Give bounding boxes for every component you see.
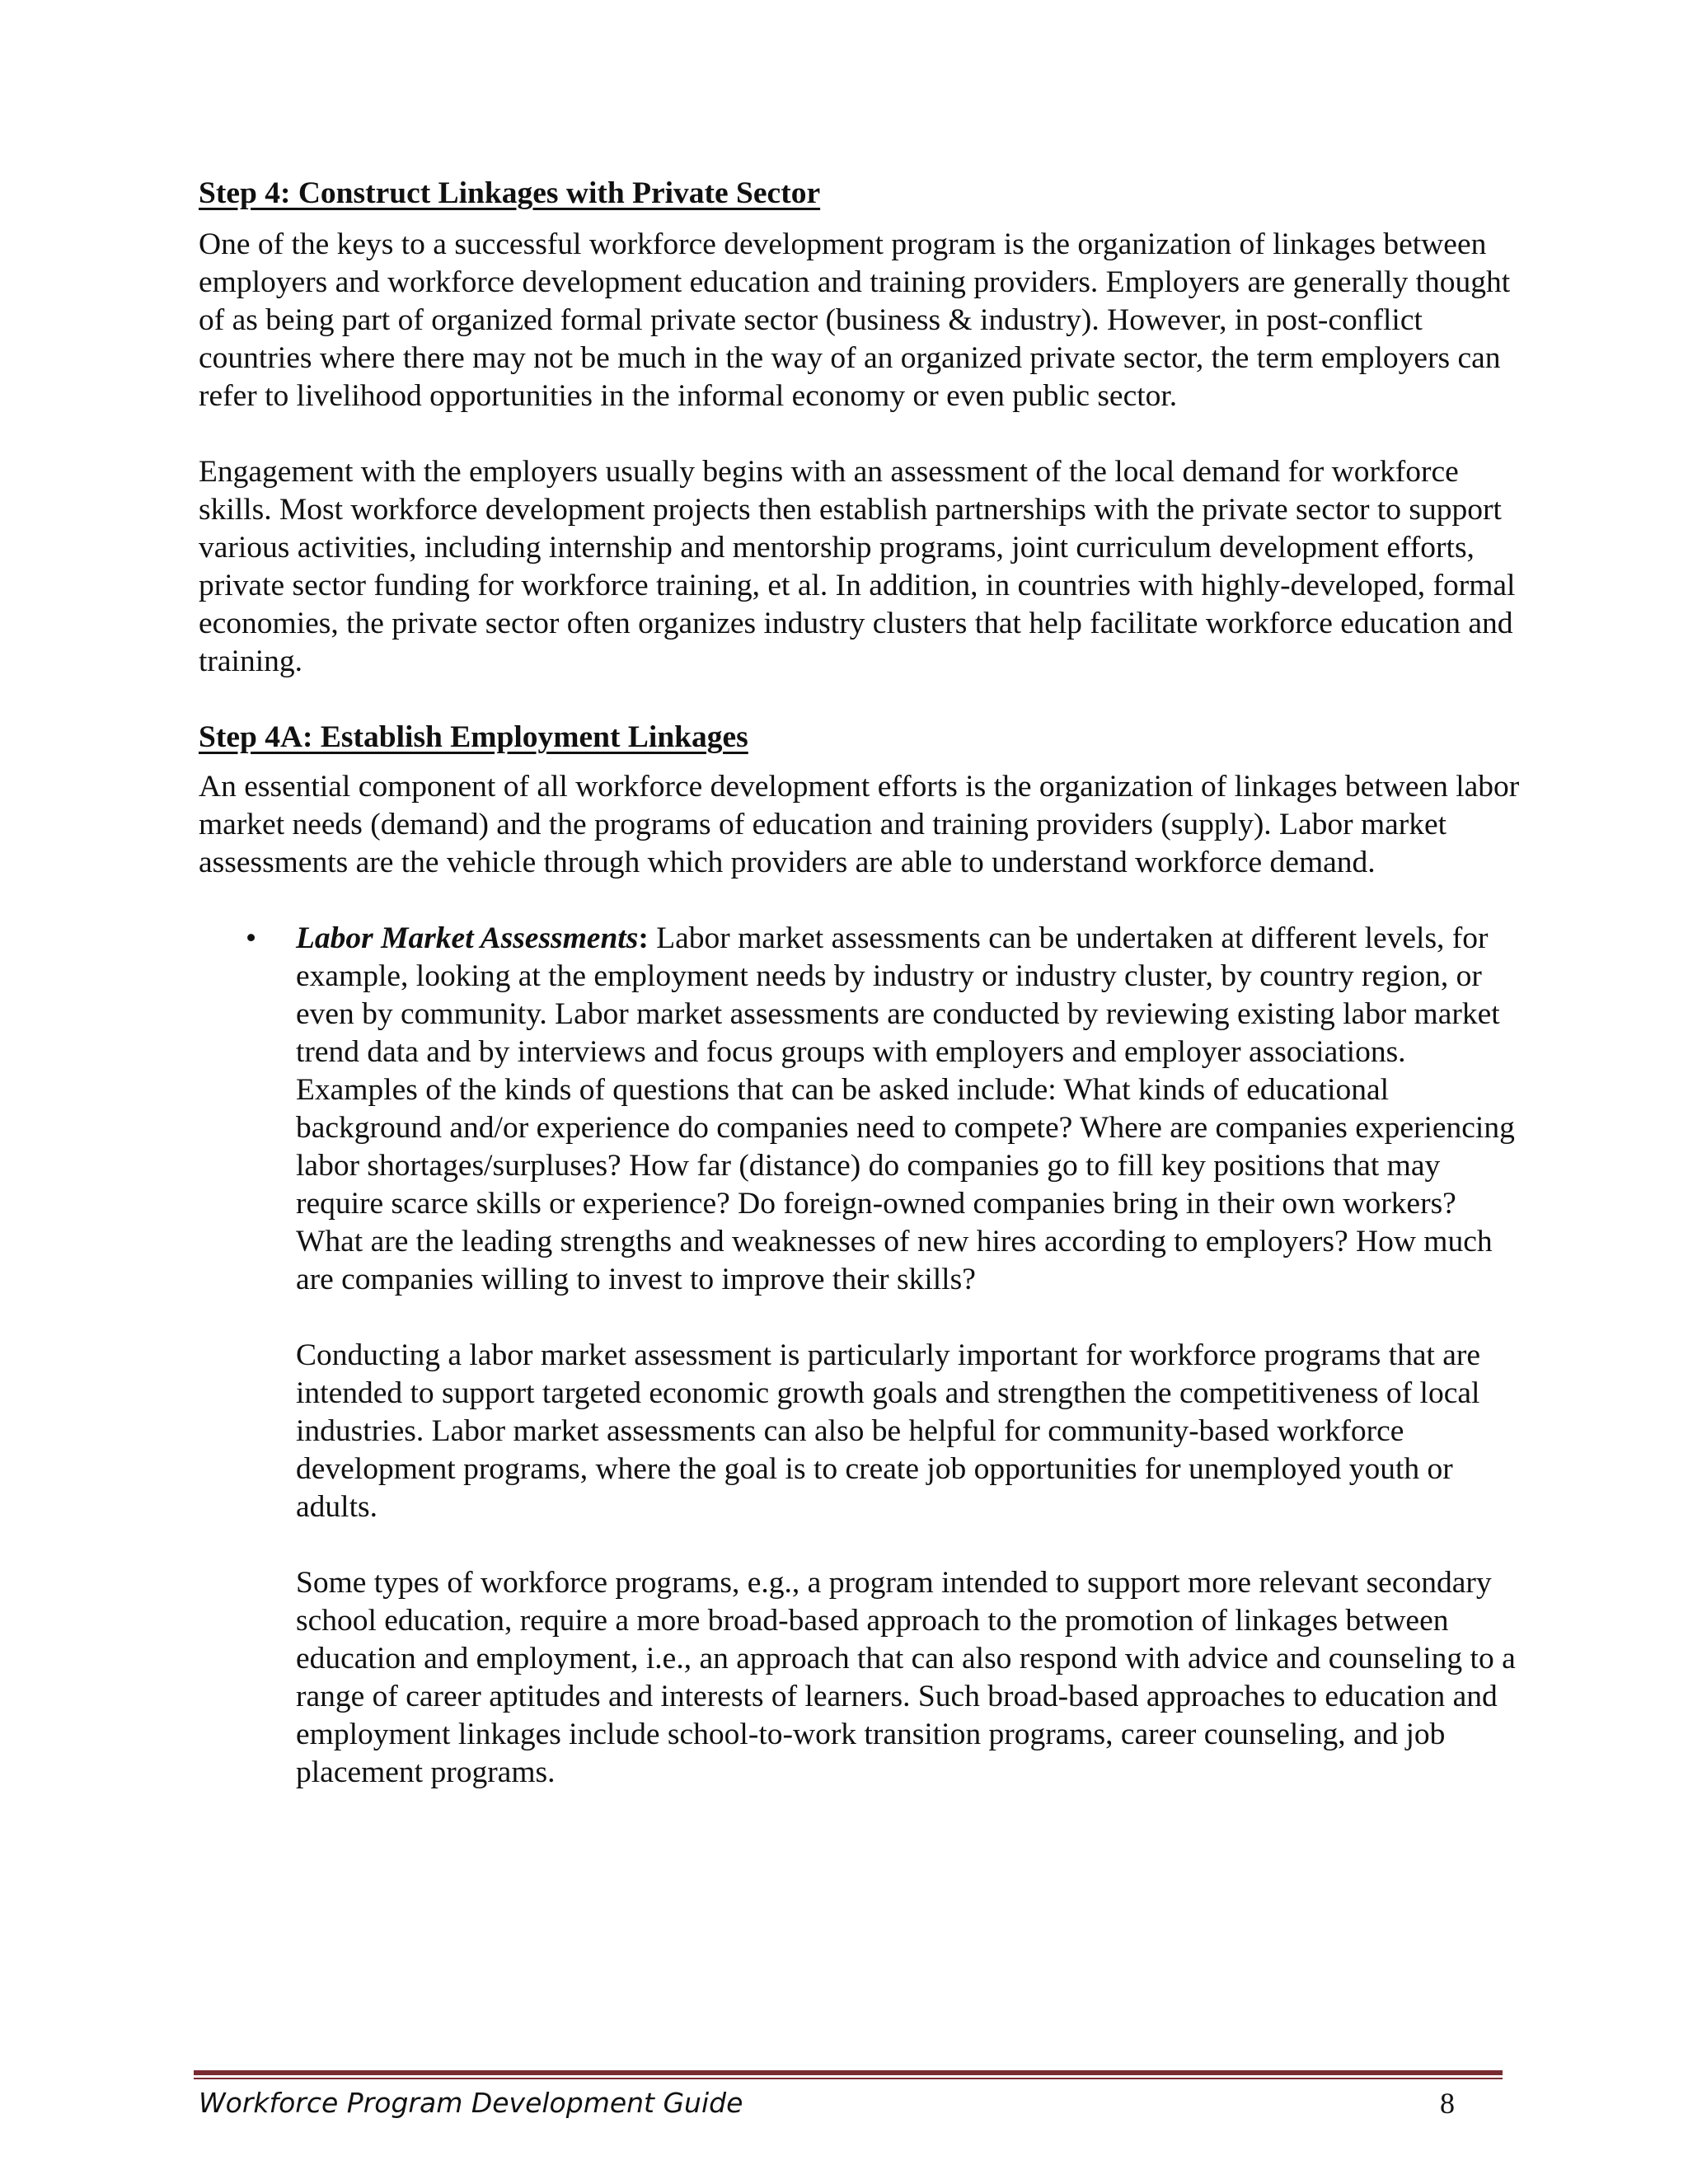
page-body [199, 175, 1526, 1792]
bullet-paragraph [296, 920, 1526, 1299]
bullet-sub-paragraph-2: Some types of workforce programs, e.g., a program intended to support more relevant secondary school education, require a more broad-based approach to the promotion of linkages between education and employment, i.e., an approach that can also respond with advice and counseling to a range of career aptitudes and interests of learners. Such broad-based approaches to education and employment linkages include school-to-work transition programs, career counseling, and job placement programs. [296, 1566, 1516, 1789]
step4-paragraph-1: One of the keys to a successful workforce development program is the organization of linkages between employers and workforce development education and training providers. Employers are generally thought of as being part of organized formal private sector (business & industry). However, in post-conflict countries where there may not be much in the way of an organized private sector, the term employers can refer to livelihood opportunities in the informal economy or even public sector. [199, 227, 1511, 413]
bullet-term: Labor Market Assessments [296, 921, 639, 955]
step4a-heading: Step 4A: Establish Employment Linkages [199, 720, 748, 754]
footer-divider-thin [194, 2078, 1503, 2079]
footer-divider [194, 2070, 1503, 2079]
footer-title: Workforce Program Development Guide [199, 2087, 743, 2119]
bullet-sub-paragraph-1: Conducting a labor market assessment is particularly important for workforce programs that are intended to support targeted economic growth goals and strengthen the competitiveness of local industries. Labor market assessments can also be helpful for community-based workforce development programs, where the goal is to create job opportunities for unemployed youth or adults. [296, 1338, 1481, 1524]
step4-heading: Step 4: Construct Linkages with Private Sector [199, 176, 821, 210]
bullet-list [199, 920, 1526, 1792]
bullet-icon: • [246, 921, 257, 955]
step4-paragraph-2: Engagement with the employers usually begins with an assessment of the local demand for workforce skills. Most workforce development projects then establish partnerships with the private sector to support various activities, including internship and mentorship programs, joint curriculum development efforts, private sector funding for workforce training, et al. In addition, in countries with highly-developed, formal economies, the private sector often organizes industry clusters that help facilitate workforce education and training. [199, 455, 1516, 678]
page-number: 8 [1440, 2087, 1455, 2120]
list-item [199, 920, 1526, 1792]
step4a-paragraph-1: An essential component of all workforce development efforts is the organization of linkages between labor market needs (demand) and the programs of education and training providers (supply). Labor market assessments are the vehicle through which providers are able to understand workforce demand. [199, 770, 1520, 879]
bullet-colon: : [638, 921, 649, 955]
bullet-text: Labor market assessments can be undertaken at different levels, for example, looking at the employment needs by industry or industry cluster, by country region, or even by community. Labor market assessments are conducted by reviewing existing labor market trend data and by interviews and focus groups with employers and employer associations. Examples of the kinds of questions that can be asked include: What kinds of educational background and/or experience do companies need to compete? Where are companies experiencing labor shortages/surpluses? How far (distance) do companies go to fill key positions that may require scarce skills or experience? Do foreign-owned companies bring in their own workers? What are the leading strengths and weaknesses of new hires according to employers? How much are companies willing to invest to improve their skills? [296, 921, 1515, 1296]
